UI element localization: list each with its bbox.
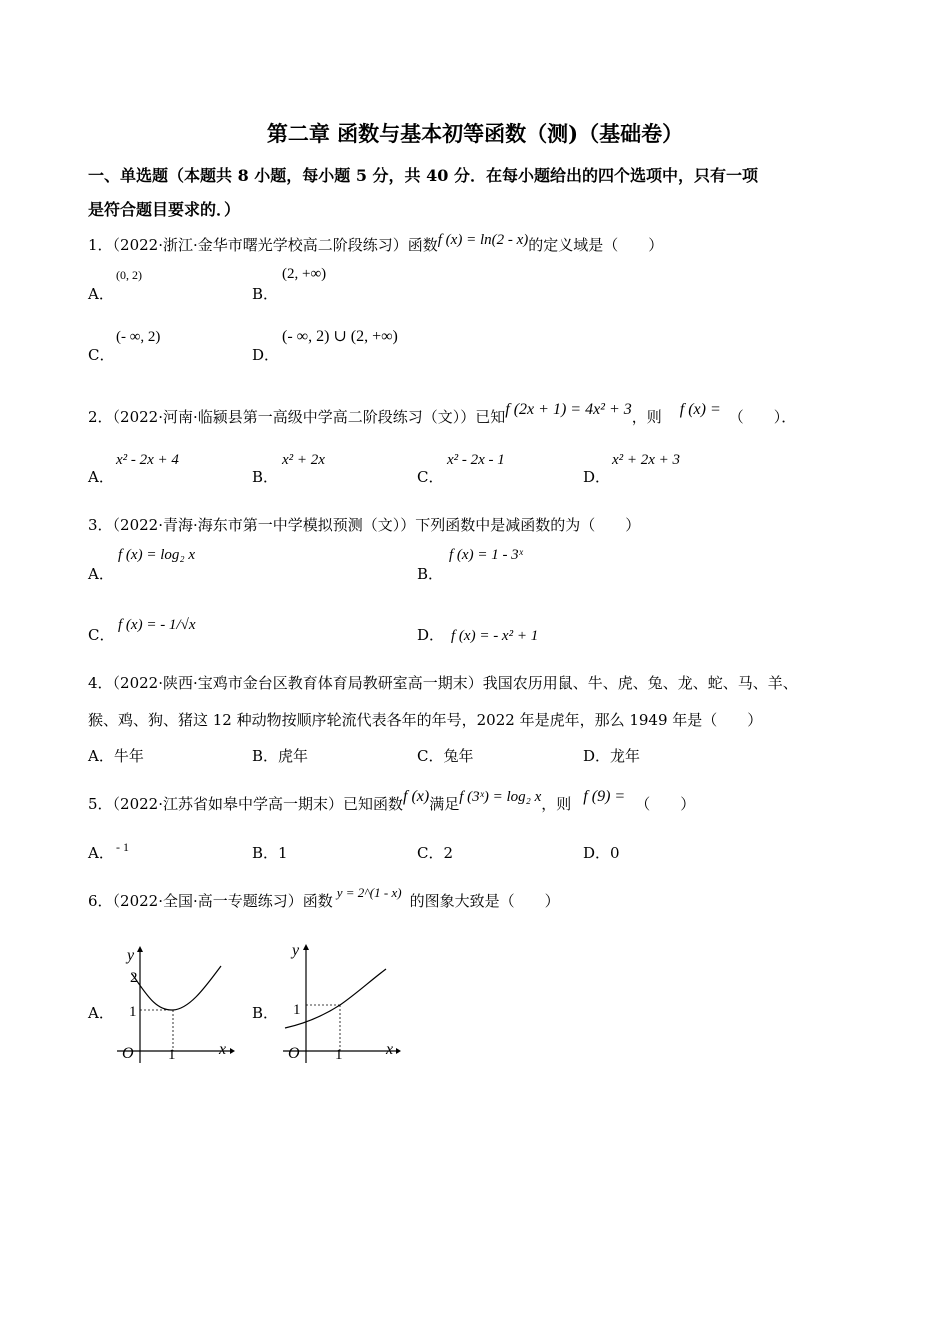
- section-header-line1: 一、单选题（本题共 8 小题，每小题 5 分，共 40 分．在每小题给出的四个选项中，只有一项: [88, 166, 758, 185]
- q2-label-b: B．: [252, 468, 279, 486]
- q6-label-b: B．: [252, 1004, 279, 1022]
- q5-formula3: f (9) =: [583, 788, 626, 805]
- section-header-line2: 是符合题目要求的．）: [88, 200, 241, 219]
- x-axis-arrow: [230, 1048, 235, 1054]
- graph-a-tick-1x: 1: [168, 1047, 176, 1063]
- graph-a-y-label: y: [127, 947, 135, 964]
- q4-number: 4．: [88, 674, 113, 692]
- q1-option-a: (0, 2): [116, 268, 142, 282]
- q2-label-a: A．: [88, 468, 114, 486]
- q2-option-a: x² - 2x + 4: [116, 452, 179, 468]
- q3-option-b: f (x) = 1 - 3ˣ: [449, 547, 523, 563]
- q2-formula2: f (x) =: [679, 401, 721, 418]
- q3-label-d: D．: [417, 626, 445, 644]
- y-axis-arrow: [137, 946, 143, 952]
- q5-option-d: D．0: [583, 844, 620, 862]
- graph-a-tick-2: 2: [130, 970, 138, 986]
- q5-source: （2022·江苏省如皋中学高一期末）已知函数: [112, 795, 403, 813]
- q1-label-b: B．: [252, 285, 279, 303]
- q1-source: （2022·浙江·金华市曙光学校高二阶段练习）函数: [112, 236, 438, 254]
- q3-stem: [88, 514, 640, 535]
- q3-option-a: f (x) = log₂ x: [118, 547, 195, 563]
- q2-stem: [88, 401, 797, 427]
- q6-graph-b: [278, 934, 402, 1068]
- q5-option-b: B．1: [252, 844, 288, 862]
- q3-source: （2022·青海·海东市第一中学模拟预测（文））下列函数中是减函数的为（ ）: [112, 516, 641, 534]
- q2-label-d: D．: [583, 468, 611, 486]
- q5-number: 5．: [88, 795, 113, 813]
- y-axis-arrow: [303, 944, 309, 950]
- q2-option-b: x² + 2x: [282, 452, 325, 468]
- q4-line2: 猴、鸡、狗、猪这 12 种动物按顺序轮流代表各年的年号，2022 年是虎年，那么 1949 年是（ ）: [88, 711, 763, 729]
- q6-graph-a: [112, 938, 236, 1068]
- q5-option-a: - 1: [116, 840, 129, 854]
- q1-label-d: D．: [252, 346, 280, 364]
- q6-source: （2022·全国·高一专题练习）函数: [112, 892, 333, 910]
- x-axis-arrow: [396, 1048, 401, 1054]
- q1-option-b: (2, +∞): [282, 266, 327, 282]
- q1-stem: [88, 234, 663, 255]
- graph-b-tick-1x: 1: [335, 1047, 343, 1063]
- q1-label-c: C．: [88, 346, 115, 364]
- q5-formula2: f (3ˣ) = log₂ x: [459, 789, 542, 805]
- q6-label-a: A．: [88, 1004, 114, 1022]
- graph-a-origin: O: [122, 1045, 134, 1062]
- q3-label-b: B．: [417, 565, 444, 583]
- graph-b-y-label: y: [292, 942, 300, 959]
- q6-stem: [88, 885, 560, 911]
- q1-label-a: A．: [88, 285, 114, 303]
- q4-option-d: D．龙年: [583, 747, 641, 765]
- q3-option-c: f (x) = - 1/√x: [118, 617, 196, 633]
- q5-mid1: 满足: [429, 795, 460, 813]
- q5-stem-end: （ ）: [635, 795, 696, 813]
- q1-option-c: (- ∞, 2): [116, 329, 161, 345]
- curve-a: [132, 966, 221, 1010]
- q6-formula: y = 2^(1 - x): [336, 885, 402, 900]
- q6-number: 6．: [88, 892, 113, 910]
- graph-a-x-label: x: [219, 1041, 227, 1058]
- q1-option-d: (- ∞, 2) ∪ (2, +∞): [282, 328, 398, 345]
- q6-stem-end: 的图象大致是（ ）: [409, 892, 560, 910]
- graph-a-tick-1y: 1: [129, 1004, 137, 1020]
- q2-label-c: C．: [417, 468, 444, 486]
- q1-formula: f (x) = ln(2 - x): [437, 232, 529, 248]
- graph-b-tick-1y: 1: [293, 1002, 301, 1018]
- q5-option-c: C．2: [417, 844, 454, 862]
- q2-mid: ，则: [631, 408, 662, 426]
- q4-option-a: A．牛年: [88, 747, 144, 765]
- q5-label-a: A．: [88, 844, 114, 862]
- q3-label-c: C．: [88, 626, 115, 644]
- q2-option-d: x² + 2x + 3: [612, 452, 681, 468]
- q2-formula: f (2x + 1) = 4x² + 3: [505, 401, 632, 418]
- q5-stem: [88, 788, 696, 814]
- q2-source: （2022·河南·临颍县第一高级中学高二阶段练习（文））已知: [112, 408, 506, 426]
- q5-formula: f (x): [403, 788, 430, 805]
- q2-option-c: x² - 2x - 1: [447, 452, 505, 468]
- q3-number: 3．: [88, 516, 113, 534]
- q1-number: 1．: [88, 236, 113, 254]
- graph-b-origin: O: [288, 1045, 300, 1062]
- q4-stem-line1: [88, 672, 798, 693]
- q4-option-b: B．虎年: [252, 747, 309, 765]
- q4-line1: （2022·陕西·宝鸡市金台区教育体育局教研室高一期末）我国农历用鼠、牛、虎、兔、龙、蛇、马、羊、: [112, 674, 798, 692]
- graph-b-x-label: x: [386, 1041, 394, 1058]
- q1-stem-end: 的定义域是（ ）: [528, 236, 664, 254]
- q5-mid2: ，则: [541, 795, 572, 813]
- curve-b: [285, 969, 386, 1028]
- q3-option-d: f (x) = - x² + 1: [451, 628, 539, 644]
- q4-option-c: C．兔年: [417, 747, 474, 765]
- q2-stem-end: （ ）．: [728, 408, 797, 426]
- q2-number: 2．: [88, 408, 113, 426]
- q3-label-a: A．: [88, 565, 114, 583]
- page-title: 第二章 函数与基本初等函数（测)（基础卷）: [266, 121, 684, 146]
